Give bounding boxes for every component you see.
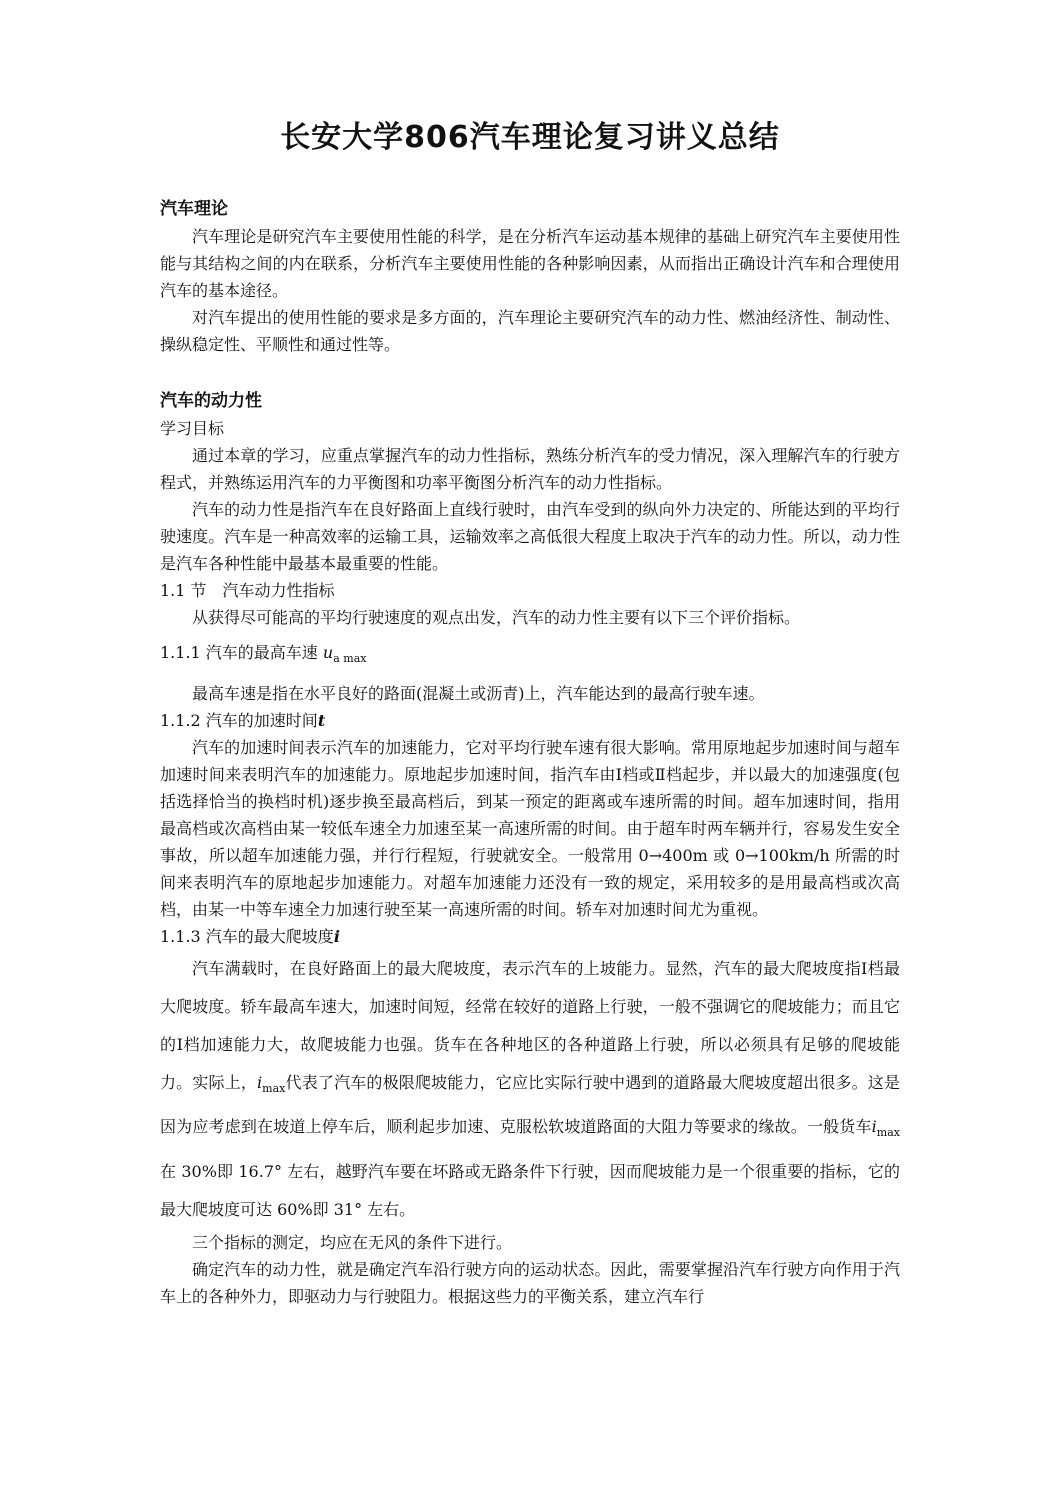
subsection-1-1-2 (160, 707, 900, 734)
section-heading-theory: 汽车理论 (160, 199, 228, 219)
paragraph: 汽车理论是研究汽车主要使用性能的科学，是在分析汽车运动基本规律的基础上研究汽车主要使用性能与其结构之间的内在联系，分析汽车主要使用性能的各种影响因素，从而指出正确设计汽车和合理使用汽车的基本途径。 (160, 227, 900, 300)
paragraph-text: 在 30%即 16.7° 左右，越野汽车要在坏路或无路条件下行驶，因而爬坡能力是一个很重要的指标，它的最大爬坡度可达 60%即 31° 左右。 (160, 1161, 900, 1219)
subsection-1-1-3 (160, 923, 900, 950)
paragraph-text: 汽车满载时，在良好路面上的最大爬坡度，表示汽车的上坡能力。显然，汽车的最大爬坡度指Ⅰ档最大爬坡度。轿车最高车速大，加速时间短，经常在较好的道路上行驶，一般不强调它的爬坡能力；而且它的Ⅰ档加速能力大，故爬坡能力也强。货车在各种地区的各种道路上行驶，所以必须具有足够的爬坡能力。实际上， (160, 959, 900, 1093)
symbol-i: i (333, 927, 340, 947)
paragraph: 确定汽车的动力性，就是确定汽车沿行驶方向的运动状态。因此，需要掌握沿汽车行驶方向作用于汽车上的各种外力，即驱动力与行驶阻力。根据这些力的平衡关系，建立汽车行 (160, 1259, 900, 1306)
paragraph (160, 950, 900, 1228)
paragraph: 从获得尽可能高的平均行驶速度的观点出发，汽车的动力性主要有以下三个评价指标。 (192, 608, 801, 627)
section-heading-dynamics: 汽车的动力性 (160, 391, 262, 411)
symbol-subscript: max (262, 1082, 286, 1096)
symbol-subscript: max (876, 1126, 900, 1140)
symbol-i: i (871, 1117, 877, 1137)
subsection-1-1-1 (160, 639, 900, 672)
objective-label: 学习目标 (160, 419, 225, 438)
paragraph: 最高车速是指在水平良好的路面(混凝土或沥青)上，汽车能达到的最高行驶车速。 (192, 684, 765, 704)
paragraph-text: 代表了汽车的极限爬坡能力，它应比实际行驶中遇到的道路最大爬坡度超出很多。这是因为应考虑到在坡道上停车后，顺利起步加速、克服松软坡道路面的大阻力等要求的缘故。一般货车 (160, 1073, 900, 1137)
paragraph: 汽车的动力性是指汽车在良好路面上直线行驶时，由汽车受到的纵向外力决定的、所能达到的平均行驶速度。汽车是一种高效率的运输工具，运输效率之高低很大程度上取决于汽车的动力性。所以，动力性是汽车各种性能中最基本最重要的性能。 (160, 500, 900, 573)
symbol-t: t (317, 711, 326, 731)
paragraph: 三个指标的测定，均应在无风的条件下进行。 (192, 1232, 513, 1252)
subsection-1-1: 1.1 节 汽车动力性指标 (160, 581, 335, 600)
symbol-subscript: a max (333, 652, 367, 666)
paragraph: 对汽车提出的使用性能的要求是多方面的，汽车理论主要研究汽车的动力性、燃油经济性、制动性、操纵稳定性、平顺性和通过性等。 (160, 308, 900, 354)
subsection-text: 1.1.3 汽车的最大爬坡度 (160, 927, 334, 947)
paragraph: 汽车的加速时间表示汽车的加速能力，它对平均行驶车速有很大影响。常用原地起步加速时间与超车加速时间来表明汽车的加速能力。原地起步加速时间，指汽车由Ⅰ档或Ⅱ档起步，并以最大的加速强度(包括选择恰当的换档时机)逐步换至最高档后，到某一预定的距离或车速所需的时间。超车加速时间，指用最高档或次高档由某一较低车速全力加速至某一高速所需的时间。由于超车时两车辆并行，容易发生安全事故，所以超车加速能力强，并行行程短，行驶就安全。一般常用 0→400m 或 0→100km/h 所需的时间来表明汽车的原地起步加速能力。对超车加速能力还没有一致的规定，采用较多的是用最高档或次高档，由某一中等车速全力加速行驶至某一高速所需的时间。轿车对加速时间尤为重视。 (160, 738, 900, 920)
subsection-text: 1.1.2 汽车的加速时间 (160, 711, 318, 731)
symbol-u: u (322, 643, 334, 662)
subsection-text: 1.1.1 汽车的最高车速 (160, 643, 318, 662)
symbol-i: i (257, 1073, 263, 1093)
document-title: 长安大学806汽车理论复习讲义总结 (280, 120, 780, 155)
paragraph: 通过本章的学习，应重点掌握汽车的动力性指标，熟练分析汽车的受力情况，深入理解汽车的行驶方程式，并熟练运用汽车的力平衡图和功率平衡图分析汽车的动力性指标。 (160, 446, 900, 492)
